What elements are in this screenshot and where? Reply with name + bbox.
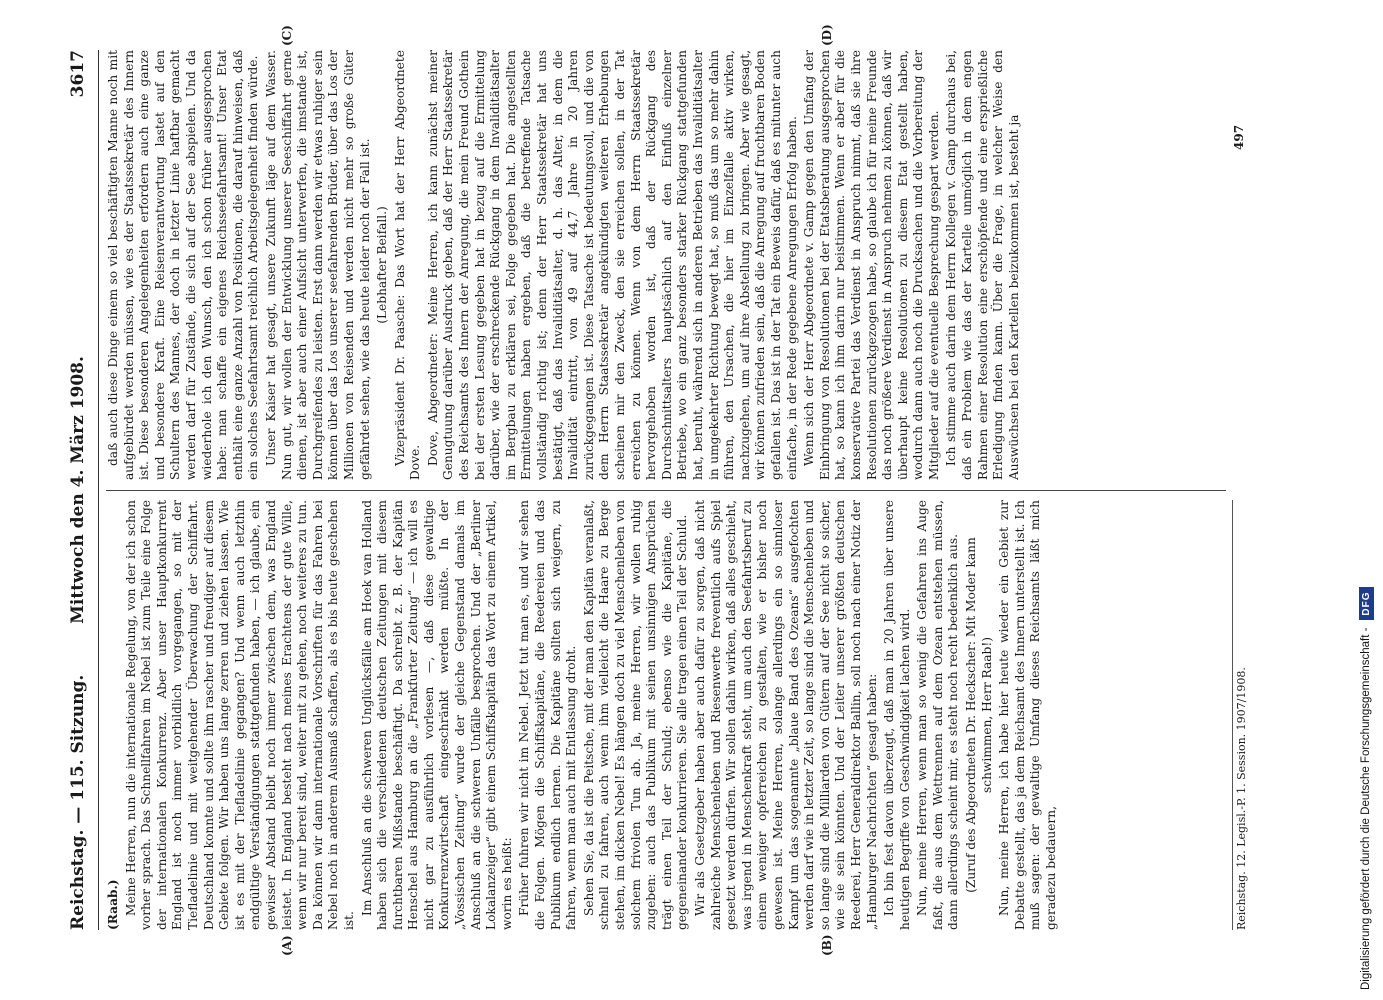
margin-marker-a: (A): [280, 935, 294, 956]
interjection: (Zuruf des Abgeordneten Dr. Heckscher: Mit Moder kann schwimmen, Herr Raab!): [964, 537, 994, 893]
page-header: [60, 50, 96, 930]
header-rule: [98, 50, 99, 930]
rotated-page: [60, 24, 1350, 956]
header-session: Reichstag. — 115. Sitzung.: [68, 674, 88, 930]
paragraph: Dove, Abgeordneter: Meine Herren, ich kann zunächst meiner Genugtuung darüber Ausdruck geben, daß der Herr Staatssekretär des Reichsamts des Innern der Anregung, die mein Freund Gothein bei der ersten Lesung gegeben hat in bezug auf die Ermittelung darüber, wie der erschreckende Rückgang in dem Invaliditätsalter im Bergbau zu erklären sei, Folge gegeben hat. Die angestellten Ermittelungen haben ergeben, daß die betreffende Tatsache vollständig richtig ist; denn der Herr Staatssekretär hat uns bestätigt, daß das Invaliditätsalter, d. h. das Alter, in dem die Invalidität eintritt, von 49 auf 44,7 Jahre in 20 Jahren zurückgegangen ist. Diese Tatsache ist bedeutungsvoll, und die von dem Herrn Staatssekretär angekündigten weiteren Erhebungen scheinen mir den Zweck, den sie erreichen sollen, in der Tat erreichen zu können. Wenn von dem Herrn Staatssekretär hervorgehoben worden ist, daß der Rückgang des Durchschnittsalters hauptsächlich auf den Einfluß einzelner Betriebe, wo ein ganz besonders starker Rückgang stattgefunden hat, beruht, während sich in anderen Betrieben das Invaliditätsalter in umgekehrter Richtung bewegt hat, so muß das um so mehr dahin führen, den Ursachen, die hier im Einzelfalle aktiv wirken, nachzugehen, um auf ihre Abstellung zu bringen. Aber wie gesagt, wir können zufrieden sein, daß die Anregung auf fruchtbaren Boden gefallen ist. Das ist in der Tat ein Beweis dafür, daß es mitunter auch einfache, in der Rede gegebene Anregungen Erfolg haben.: [425, 50, 799, 480]
digitization-credit: [1352, 10, 1380, 990]
paragraph: Wenn sich der Herr Abgeordnete v. Gamp gegen den Umfang der Einbringung von Resolutionen bei der Etatsberatung ausgesprochen hat, so kann ich ihm darin nur beistimmen. Wenn er aber für die konservative Partei das Verdienst in Anspruch nimmt, daß sie ihre Resolutionen zurückgezogen habe, so glaube ich für meine Freunde das noch größere Verdienst in Anspruch nehmen zu können, daß wir überhaupt keine Resolutionen zu diesem Etat gestellt haben, wodurch dann auch noch die Drucksachen und die Vorbereitung der Mitglieder auf die eventuelle Besprechung gespart werden.: [802, 50, 941, 480]
header-page-number: 3617: [68, 50, 88, 98]
header-date: Mittwoch den 4. März 1908.: [68, 356, 88, 624]
margin-marker-b: (B): [820, 934, 834, 956]
paragraph: Sehen Sie, da ist die Peitsche, mit der man den Kapitän veranlaßt, schnell zu fahren, auch wenn ihm vielleicht die Haare zu Berge stehen, im dicken Nebel! Es hängen doch zu viel Menschenleben von solchem frivolen Tun ab. Ja, meine Herren, wir wollen ruhig zugeben: auch das Publikum mit seinen unsinnigen Ansprüchen trägt einen Teil der Schuld; ebenso wie die Kapitäne, die gegeneinander konkurrieren. Sie alle tragen einen Teil der Schuld.: [581, 500, 690, 930]
paragraph: daß auch diese Dinge einem so viel beschäftigten Manne noch mit aufgebürdet werden müssen, wie es der Staatssekretär des Innern ist. Diese besonderen Angelegenheiten erfordern auch eine ganze und besondere Kraft. Eine Reisenverantwortung lastet auf den Schultern des Mannes, der doch in letzter Linie haftbar gemacht werden darf für Zustände, die sich auf der See abspielen. Und da wiederhole ich den Wunsch, den ich schon früher ausgesprochen habe: man schaffe ein eigenes Reichsseefahrtsamt! Unser Etat enthält eine ganze Anzahl von Positionen, die darauf hinweisen, daß ein solches Seefahrtsamt reichlich Arbeitsgelegenheit finden würde.: [106, 50, 261, 480]
margin-marker-d: (D): [820, 24, 834, 46]
right-column: [106, 50, 1226, 480]
quote-paragraph: Früher fuhren wir nicht im Nebel. Jetzt tut man es, und wir sehen die Folgen. Mögen die Schiffskapitäne, die Reedereien und das Publikum endlich lernen. Die Kapitäne sollten sich weigern, zu fahren, wenn man auch mit Entlassung droht.: [517, 500, 579, 930]
paragraph: Nun, meine Herren, ich habe hier heute wieder ein Gebiet zur Debatte gestellt, das ja dem Reichsamt des Innern unterstellt ist. Ich muß sagen: der gewaltige Umfang dieses Reichsamts läßt mich geradezu bedauern,: [997, 500, 1059, 930]
page-footer: Reichstag. 12. Legisl.-P. 1. Session. 1907/1908.: [1232, 500, 1248, 930]
footer-page-number: 497: [1232, 124, 1246, 150]
paragraph: Im Anschluß an die schweren Unglücksfälle am Hoek van Holland haben sich die verschiedenen deutschen Zeitungen mit diesem furchtbaren Mißstande beschäftigt. Da schreibt z. B. der Kapitän Henschel aus Hamburg an die „Frankfurter Zeitung“ — ich will es nicht gar zu ausführlich vorlesen —, daß diese gewaltige Konkurrenzwirtschaft eingeschränkt werden müßte. In der „Vossischen Zeitung“ wurde der gleiche Gegenstand damals im Anschluß an die schweren Unfälle besprochen. Und der „Berliner Lokalanzeiger“ gibt einem Schiffskapitän das Wort zu einem Artikel, worin es heißt:: [359, 500, 514, 930]
applause-note: (Lebhafter Beifall.): [375, 206, 390, 324]
paragraph: Ich stimme auch darin dem Herrn Kollegen v. Gamp durchaus bei, daß ein Problem wie das der Kartelle unmöglich in dem engen Rahmen einer Resolution eine erschöpfende und eine ersprießliche Erledigung finden kann. Über die Frage, in welcher Weise den Auswüchsen bei den Kartellen beizukommen ist, besteht ja: [944, 50, 1021, 480]
paragraph: Wir als Gesetzgeber haben aber auch dafür zu sorgen, daß nicht zahlreiche Menschenleben und Riesenwerte freventlich aufs Spiel gesetzt werden dürfen. Wir sollen dahin wirken, daß alles geschieht, was irgend in Menschenkraft steht, um auch den Seefahrtsberuf zu einem weniger opferreichen zu gestalten, wie er bisher noch gewesen ist. Meine Herren, solange allerdings ein so sinnloser Kampf um das sogenannte „blaue Band des Ozeans“ ausgefochten werden darf wie in letzter Zeit, so lange sind die Menschenleben und so lange sind die Milliarden von Gütern auf der See nicht so sicher, wie sie sein könnten. Und der Leiter unserer größten deutschen Reederei, Herr Generaldirektor Ballin, soll noch nach einer Notiz der „Hamburger Nachrichten“ gesagt haben:: [692, 500, 879, 930]
speaker-tag: (Raab.): [106, 879, 120, 930]
quote-paragraph: Ich bin fest davon überzeugt, daß man in 20 Jahren über unsere heutigen Begriffe von Geschwindigkeit lachen wird.: [882, 500, 912, 930]
credit-text: Digitalisierung gefördert durch die Deutsche Forschungsgemeinschaft -: [1360, 627, 1372, 990]
presiding-remark: Vizepräsident Dr. Paasche: Das Wort hat der Herr Abgeordnete Dove.: [392, 50, 423, 480]
column-divider: [106, 490, 1226, 491]
left-column: [106, 500, 1226, 930]
paragraph: Meine Herren, nun die internationale Regelung, von der ich schon vorher sprach. Das Schnellfahren im Nebel ist zum Teile eine Folge der internationalen Konkurrenz. Aber unser Hauptkonkurrent England ist noch immer vorbildlich vorgegangen, so mit der Tiefladelinie und mit weitgehender Überwachung der Schiffahrt. Deutschland konnte und sollte ihm rascher und freudiger auf diesem Gebiete folgen. Wir haben uns lange zerren und ziehen lassen. Wie ist es mit der Tiefladelinie gegangen? Und wenn auch letzthin endgültige Verständigungen stattgefunden haben, — ich glaube, ein gewisser Abstand bleibt noch immer zwischen dem, was England leistet. In England besteht nach meines Erachtens der gute Wille, wenn wir nur bereit sind, weiter mit zu gehen, noch weiteres zu tun. Da können wir dann internationale Vorschriften für das Fahren bei Nebel noch in anderem Ausmaß schaffen, als es bis heute geschehen ist.: [123, 500, 356, 930]
margin-marker-c: (C): [280, 25, 294, 46]
dfg-logo: DFG: [1359, 587, 1374, 619]
paragraph: Nun, meine Herren, wenn man so wenig die Gefahren ins Auge faßt, die aus dem Wettrennen auf dem Ozean entstehen müssen, dann allerdings scheint mir, es steht noch recht bedenklich aus.: [915, 500, 961, 930]
paragraph: Unser Kaiser hat gesagt, unsere Zukunft läge auf dem Wasser. Nun gut, wir wollen der Entwicklung unserer Seeschiffahrt gerne dienen, ist aber auch einer Aufsicht unterwerfen, die imstande ist, Durchgreifendes zu leisten. Erst dann werden wir etwas ruhiger sein können über das Los unserer seefahrenden Brüder, über das Los der Millionen von Reisenden und werden nicht mehr so große Güter gefährdet sehen, wie das heute leider noch der Fall ist.: [263, 50, 372, 480]
